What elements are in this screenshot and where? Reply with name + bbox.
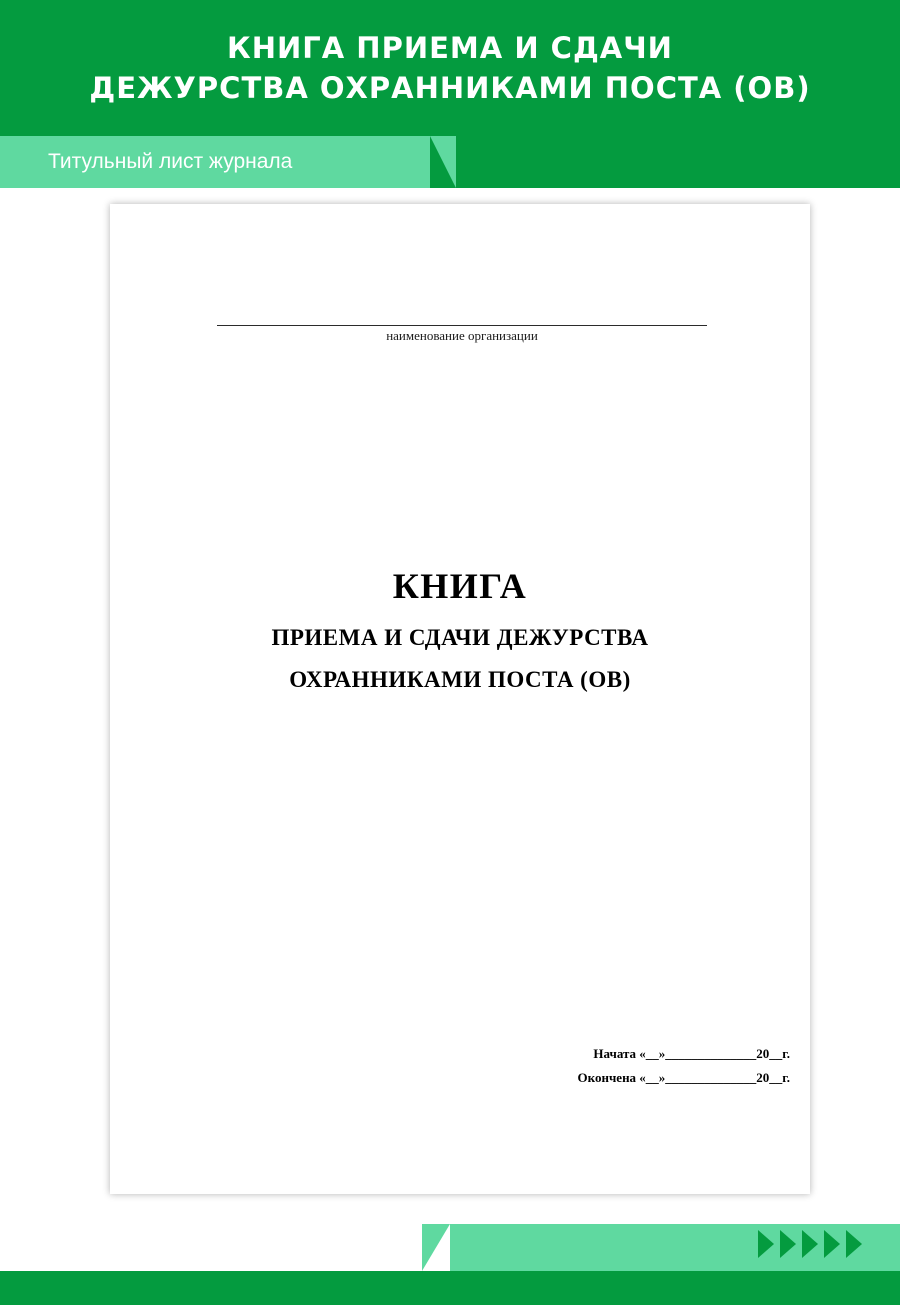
chevron-right-icon: [846, 1230, 862, 1258]
chevron-right-icon: [780, 1230, 796, 1258]
footer-arrows-group: [758, 1230, 862, 1258]
organization-name-caption: наименование организации: [386, 328, 538, 343]
chevron-right-icon: [824, 1230, 840, 1258]
document-title-sub-1: ПРИЕМА И СДАЧИ ДЕЖУРСТВА: [271, 625, 649, 650]
subtitle-label: Титульный лист журнала: [48, 150, 293, 173]
header-title-line-2: ДЕЖУРСТВА ОХРАННИКАМИ ПОСТА (ОВ): [89, 71, 811, 105]
date-finished: Окончена «__»______________20__г.: [577, 1070, 790, 1085]
page-footer: [0, 1218, 900, 1305]
footer-green-band: [0, 1271, 900, 1305]
page-header: [0, 0, 900, 136]
document-dates-block: [490, 1042, 790, 1090]
document-title-main: КНИГА: [392, 566, 528, 606]
document-preview-area: [0, 188, 900, 1218]
organization-name-line: [217, 324, 707, 326]
document-title-sub-2: ОХРАННИКАМИ ПОСТА (ОВ): [289, 667, 631, 692]
chevron-right-icon: [758, 1230, 774, 1258]
subtitle-bar: [0, 136, 900, 188]
document-title-block: [170, 564, 750, 696]
date-started: Начата «__»______________20__г.: [593, 1046, 790, 1061]
chevron-right-icon: [802, 1230, 818, 1258]
document-sheet[interactable]: [110, 204, 810, 1194]
header-title-line-1: КНИГА ПРИЕМА И СДАЧИ: [227, 31, 673, 65]
